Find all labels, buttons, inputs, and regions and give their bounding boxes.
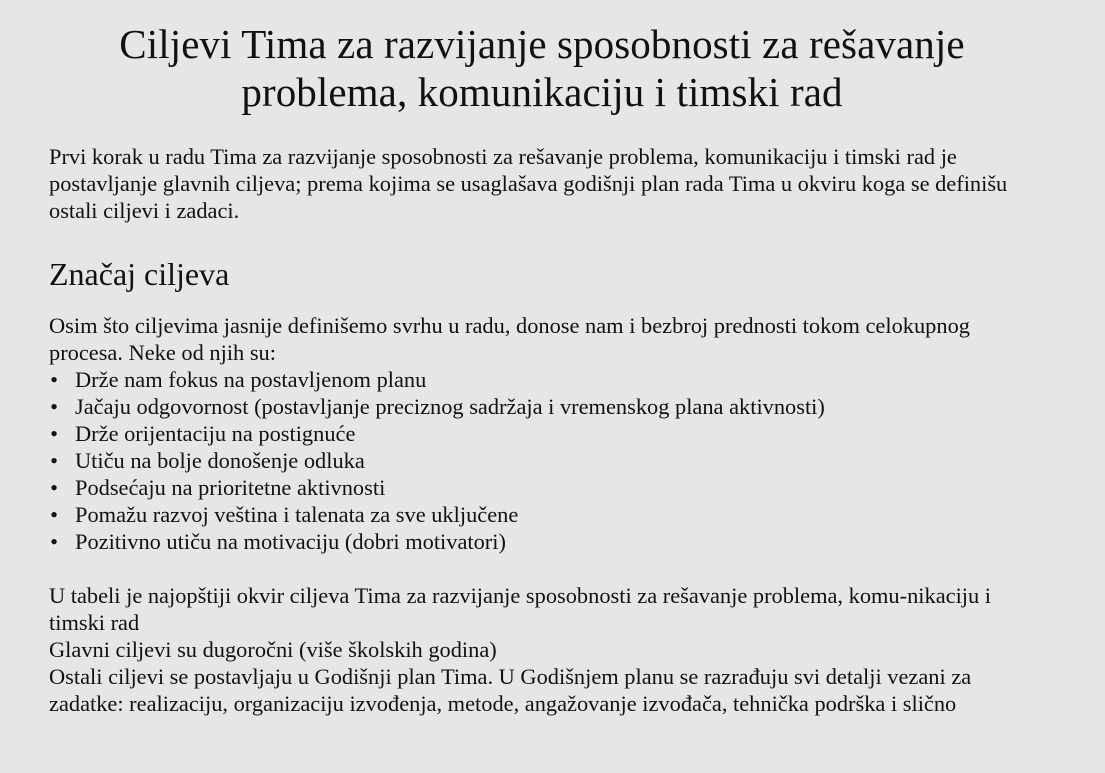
list-item-text: Pozitivno utiču na motivaciju (dobri motivatori): [75, 529, 506, 554]
bullet-icon: •: [50, 448, 58, 473]
bullet-icon: •: [50, 394, 58, 419]
closing-paragraph: [49, 582, 1035, 717]
list-item: [49, 366, 1035, 393]
list-item: [49, 393, 1035, 420]
bullet-icon: •: [50, 502, 58, 527]
page-title-line-2: problema, komunikaciju i timski rad: [241, 69, 843, 115]
section-heading: Značaj ciljeva: [49, 256, 230, 292]
closing-line-1: U tabeli je najopštiji okvir ciljeva Tima za razvijanje sposobnosti za rešavanje problema, komu-nikaciju i timski rad: [49, 583, 992, 635]
list-item-text: Pomažu razvoj veština i talenata za sve uključene: [75, 502, 519, 527]
closing-line-2: Glavni ciljevi su dugoročni (više školskih godina): [49, 637, 497, 662]
list-item-text: Podsećaju na prioritetne aktivnosti: [75, 475, 386, 500]
closing-line-3: Ostali ciljevi se postavljaju u Godišnji plan Tima. U Godišnjem planu se razrađuju svi detalji vezani za zadatke: realizaciju, organizaciju izvođenja, metode, angažovanje izvođača, tehnička podrška i slično: [49, 664, 972, 716]
list-item-text: Drže orijentaciju na postignuće: [75, 421, 356, 446]
list-item: [49, 474, 1035, 501]
bullet-icon: •: [50, 475, 58, 500]
bullet-icon: •: [50, 529, 58, 554]
section-paragraph: Osim što ciljevima jasnije definišemo svrhu u radu, donose nam i bezbroj prednosti tokom celokupnog procesa. Neke od njih su:: [49, 313, 970, 365]
list-item: [49, 420, 1035, 447]
bullet-icon: •: [50, 421, 58, 446]
page-title: [49, 20, 1035, 116]
list-item-text: Drže nam fokus na postavljenom planu: [75, 367, 427, 392]
list-item: [49, 447, 1035, 474]
list-item: [49, 501, 1035, 528]
benefits-list: [49, 366, 1035, 555]
page-title-line-1: Ciljevi Tima za razvijanje sposobnosti za rešavanje: [119, 21, 965, 67]
bullet-icon: •: [50, 367, 58, 392]
list-item-text: Jačaju odgovornost (postavljanje preciznog sadržaja i vremenskog plana aktivnosti): [75, 394, 825, 419]
intro-paragraph: Prvi korak u radu Tima za razvijanje sposobnosti za rešavanje problema, komunikaciju i timski rad je postavljanje glavnih ciljeva; prema kojima se usaglašava godišnji plan rada Tima u okviru koga se definišu ostali ciljevi i zadaci.: [49, 144, 1008, 223]
list-item-text: Utiču na bolje donošenje odluka: [75, 448, 365, 473]
list-item: [49, 528, 1035, 555]
